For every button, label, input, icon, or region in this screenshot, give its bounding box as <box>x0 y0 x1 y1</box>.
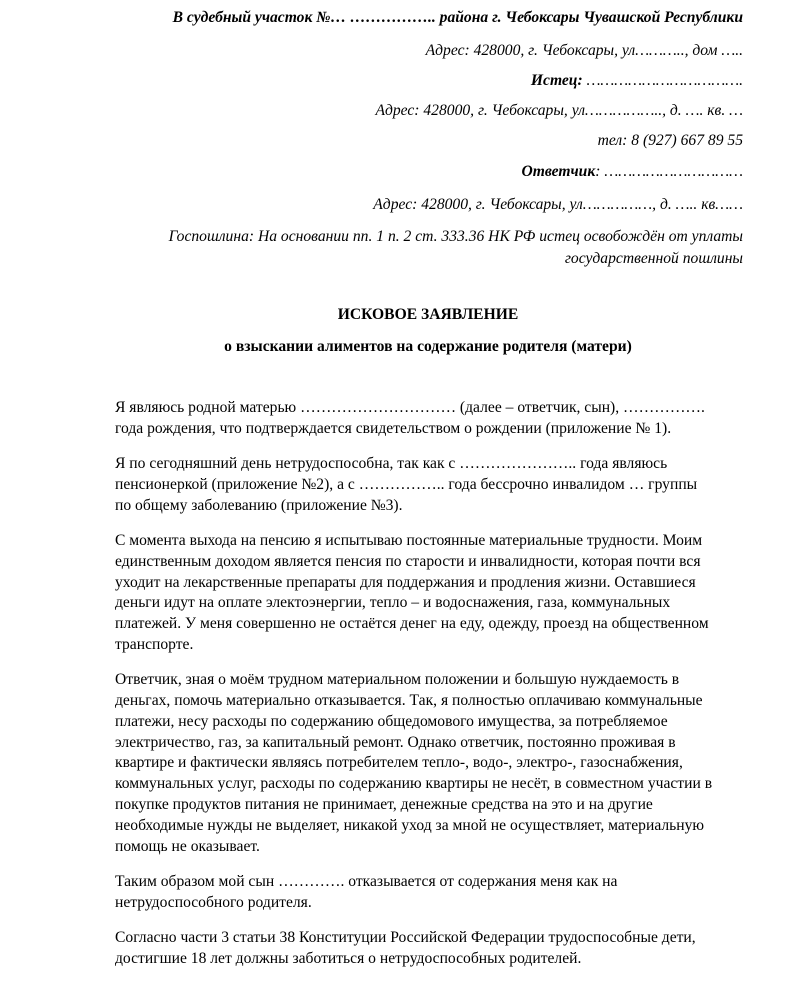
paragraph-5: Таким образом мой сын …………. отказывается от содержания меня как на нетрудоспособного родителя. <box>115 872 618 911</box>
defendant-label: Ответчик <box>521 163 596 180</box>
document-subtitle: о взыскании алиментов на содержание родителя (матери) <box>224 338 632 355</box>
plaintiff-phone: тел: 8 (927) 667 89 55 <box>597 132 743 149</box>
paragraph-2: Я по сегодняшний день нетрудоспособна, так как с ………………….. года являюсь пенсионеркой (приложение №2), а с …………….. года бессрочно инвалидом … группы по общему заболеванию (приложение №3). <box>115 455 698 514</box>
paragraph-1: Я являюсь родной матерью ………………………… (далее – ответчик, сын), ……………. года рождения, что подтверждается свидетельством о рождении (приложение № 1). <box>115 399 705 437</box>
court-address: Адрес: 428000, г. Чебоксары, ул……….., дом ….. <box>425 42 743 59</box>
claim-body <box>115 398 755 984</box>
paragraph-3: С момента выхода на пенсию я испытываю постоянные материальные трудности. Моим единственным доходом является пенсия по старости и инвалидности, которая почти вся уходит на лекарственные препараты для поддержания и продления жизни. Оставшиеся деньги идут на оплате электоэнергии, тепло – и водоснажения, газа, коммунальных платежей. У меня совершенно не остаётся денег на еду, одежду, проезд на общественном транспорте. <box>115 531 709 653</box>
document-title: ИСКОВОЕ ЗАЯВЛЕНИЕ <box>337 306 519 323</box>
plaintiff-label: Истец: <box>530 72 583 89</box>
state-fee-note: Госпошлина: На основании пп. 1 п. 2 ст. 333.36 НК РФ истец освобождён от уплаты государственной пошлины <box>168 228 743 267</box>
paragraph-4: Ответчик, зная о моём трудном материальном положении и большую нуждаемость в деньгах, помочь материально отказывается. Так, я полностью оплачиваю коммунальные платежи, несу расходы по содержанию общедомового имущества, за потребляемое электричество, газ, за капитальный ремонт. Однако ответчик, постоянно проживая в квартире и фактически являясь потребителем тепло-, водо-, электро-, газоснабжения, коммунальных услуг, расходы по содержанию квартиры не несёт, в совместном участии в покупке продуктов питания не принимает, денежные средства на это и на другие необходимые нужды не выделяет, никакой уход за мной не осуществляет, материальную помощь не оказывает. <box>115 671 713 855</box>
plaintiff-line <box>531 70 743 92</box>
plaintiff-address: Адрес: 428000, г. Чебоксары, ул…………….., д. …. кв. … <box>375 102 743 119</box>
defendant-name: : ………………………… <box>595 163 743 180</box>
defendant-line <box>521 161 743 183</box>
defendant-address: Адрес: 428000, г. Чебоксары, ул……………, д. ….. кв…… <box>373 196 743 213</box>
paragraph-6: Согласно части 3 статьи 38 Конституции Российской Федерации трудоспособные дети, достигшие 18 лет должны заботиться о нетрудоспособных родителей. <box>115 929 696 967</box>
court-addressee: В судебный участок №… …………….. района г. Чебоксары Чувашской Республики <box>172 9 743 26</box>
plaintiff-name: ……………………………. <box>582 72 743 89</box>
